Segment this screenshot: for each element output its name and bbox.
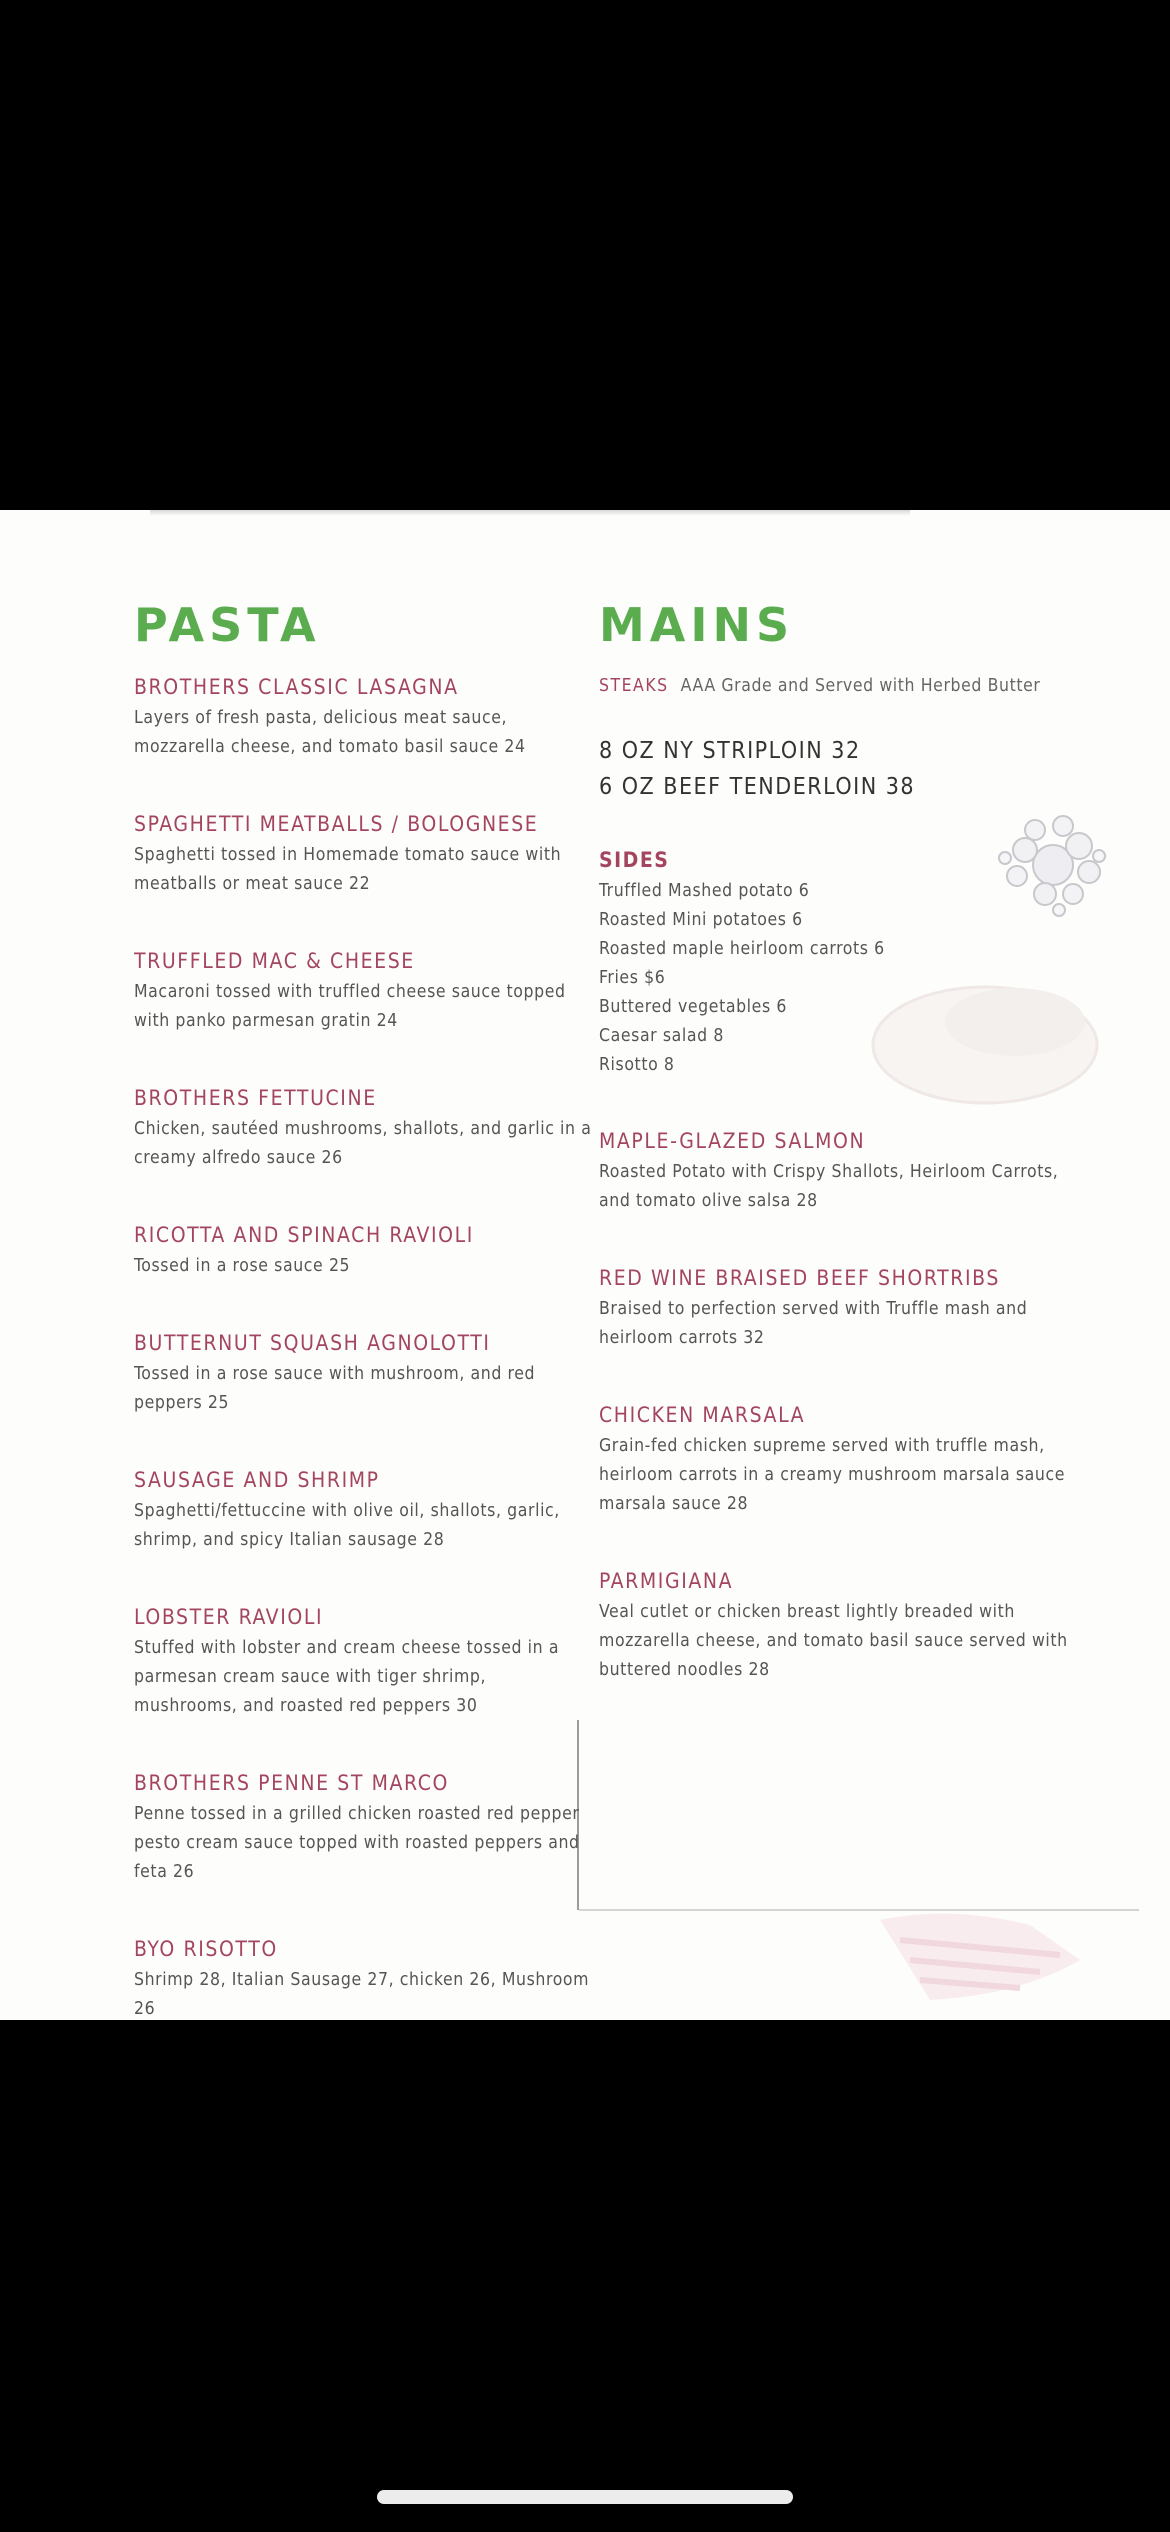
side-item: Caesar salad 8 (599, 1026, 724, 1046)
menu-item (134, 1465, 594, 1555)
menu-item (134, 946, 594, 1036)
menu-item (134, 1934, 594, 2020)
item-name: BROTHERS PENNE ST MARCO (134, 1771, 449, 1795)
item-description: Macaroni tossed with truffled cheese sauce topped with panko parmesan gratin 24 (134, 982, 566, 1031)
menu-item (134, 1768, 594, 1887)
side-item: Fries $6 (599, 968, 666, 988)
item-name: CHICKEN MARSALA (599, 1403, 806, 1427)
steaks-label: STEAKS (599, 676, 669, 696)
steak-cuts (599, 733, 1079, 805)
item-name: SAUSAGE AND SHRIMP (134, 1468, 380, 1492)
menu-item (134, 809, 594, 899)
item-name: RED WINE BRAISED BEEF SHORTRIBS (599, 1266, 1000, 1290)
item-name: BYO RISOTTO (134, 1937, 278, 1961)
sides-title: SIDES (599, 848, 670, 872)
menu-item (599, 1566, 1079, 1685)
item-description: Shrimp 28, Italian Sausage 27, chicken 26, Mushroom 26 (134, 1970, 590, 2019)
menu-item (599, 1263, 1079, 1353)
pasta-column (134, 590, 594, 2020)
steaks-header (599, 672, 1079, 701)
steaks-description: AAA Grade and Served with Herbed Butter (680, 676, 1041, 696)
item-name: MAPLE-GLAZED SALMON (599, 1129, 866, 1153)
item-name: BUTTERNUT SQUASH AGNOLOTTI (134, 1331, 491, 1355)
side-item: Roasted Mini potatoes 6 (599, 910, 803, 930)
page-edge-horizontal (579, 1909, 1139, 1911)
menu-item (134, 672, 594, 762)
photo-shadow (150, 510, 910, 516)
item-name: RICOTTA AND SPINACH RAVIOLI (134, 1223, 474, 1247)
side-item: Roasted maple heirloom carrots 6 (599, 939, 885, 959)
item-description: Grain-fed chicken supreme served with truffle mash, heirloom carrots in a creamy mushroom marsala sauce (599, 1436, 1066, 1485)
item-description: Chicken, sautéed mushrooms, shallots, and garlic in a creamy alfredo sauce 26 (134, 1119, 592, 1168)
steak-cut: 6 OZ BEEF TENDERLOIN 38 (599, 774, 916, 800)
item-description: Veal cutlet or chicken breast lightly breaded with mozzarella cheese, and tomato basil sauce served with buttered noodles 28 (599, 1602, 1068, 1680)
item-name: BROTHERS CLASSIC LASAGNA (134, 675, 459, 699)
item-description: Layers of fresh pasta, delicious meat sauce, mozzarella cheese, and tomato basil sauce 24 (134, 708, 526, 757)
menu-item (599, 1400, 1079, 1519)
menu-item (134, 1602, 594, 1721)
item-name: LOBSTER RAVIOLI (134, 1605, 324, 1629)
home-indicator[interactable] (377, 2490, 793, 2504)
mains-title: MAINS (599, 598, 795, 652)
item-description: Braised to perfection served with Truffle mash and heirloom carrots 32 (599, 1299, 1028, 1348)
menu-item (134, 1083, 594, 1173)
towel-illustration (870, 1900, 1090, 2010)
side-item: Risotto 8 (599, 1055, 675, 1075)
menu-photo (0, 510, 1170, 2020)
item-description: Penne tossed in a grilled chicken roasted red pepper pesto cream sauce topped with roasted peppers and feta 26 (134, 1804, 580, 1882)
item-name: TRUFFLED MAC & CHEESE (134, 949, 415, 973)
item-description: Spaghetti tossed in Homemade tomato sauce with meatballs or meat sauce 22 (134, 845, 562, 894)
side-item: Truffled Mashed potato 6 (599, 881, 810, 901)
item-description: Stuffed with lobster and cream cheese tossed in a parmesan cream sauce with tiger shrimp, mushrooms, and roasted red peppers 30 (134, 1638, 560, 1716)
menu-item (134, 1220, 594, 1281)
item-name: SPAGHETTI MEATBALLS / BOLOGNESE (134, 812, 539, 836)
item-description: Roasted Potato with Crispy Shallots, Heirloom Carrots, and tomato olive salsa 28 (599, 1162, 1059, 1211)
side-item: Buttered vegetables 6 (599, 997, 787, 1017)
item-name: BROTHERS FETTUCINE (134, 1086, 377, 1110)
menu-item (134, 1328, 594, 1418)
item-description-extra: marsala sauce 28 (599, 1494, 749, 1514)
item-name: PARMIGIANA (599, 1569, 734, 1593)
item-description: Tossed in a rose sauce with mushroom, and red peppers 25 (134, 1364, 536, 1413)
mains-column (599, 590, 1079, 1732)
menu-item (599, 1126, 1079, 1216)
item-description: Spaghetti/fettuccine with olive oil, shallots, garlic, shrimp, and spicy Italian sausage 28 (134, 1501, 560, 1550)
item-description: Tossed in a rose sauce 25 (134, 1256, 351, 1276)
steak-cut: 8 OZ NY STRIPLOIN 32 (599, 738, 861, 764)
pasta-title: PASTA (134, 598, 321, 652)
sides-list (599, 877, 1079, 1080)
